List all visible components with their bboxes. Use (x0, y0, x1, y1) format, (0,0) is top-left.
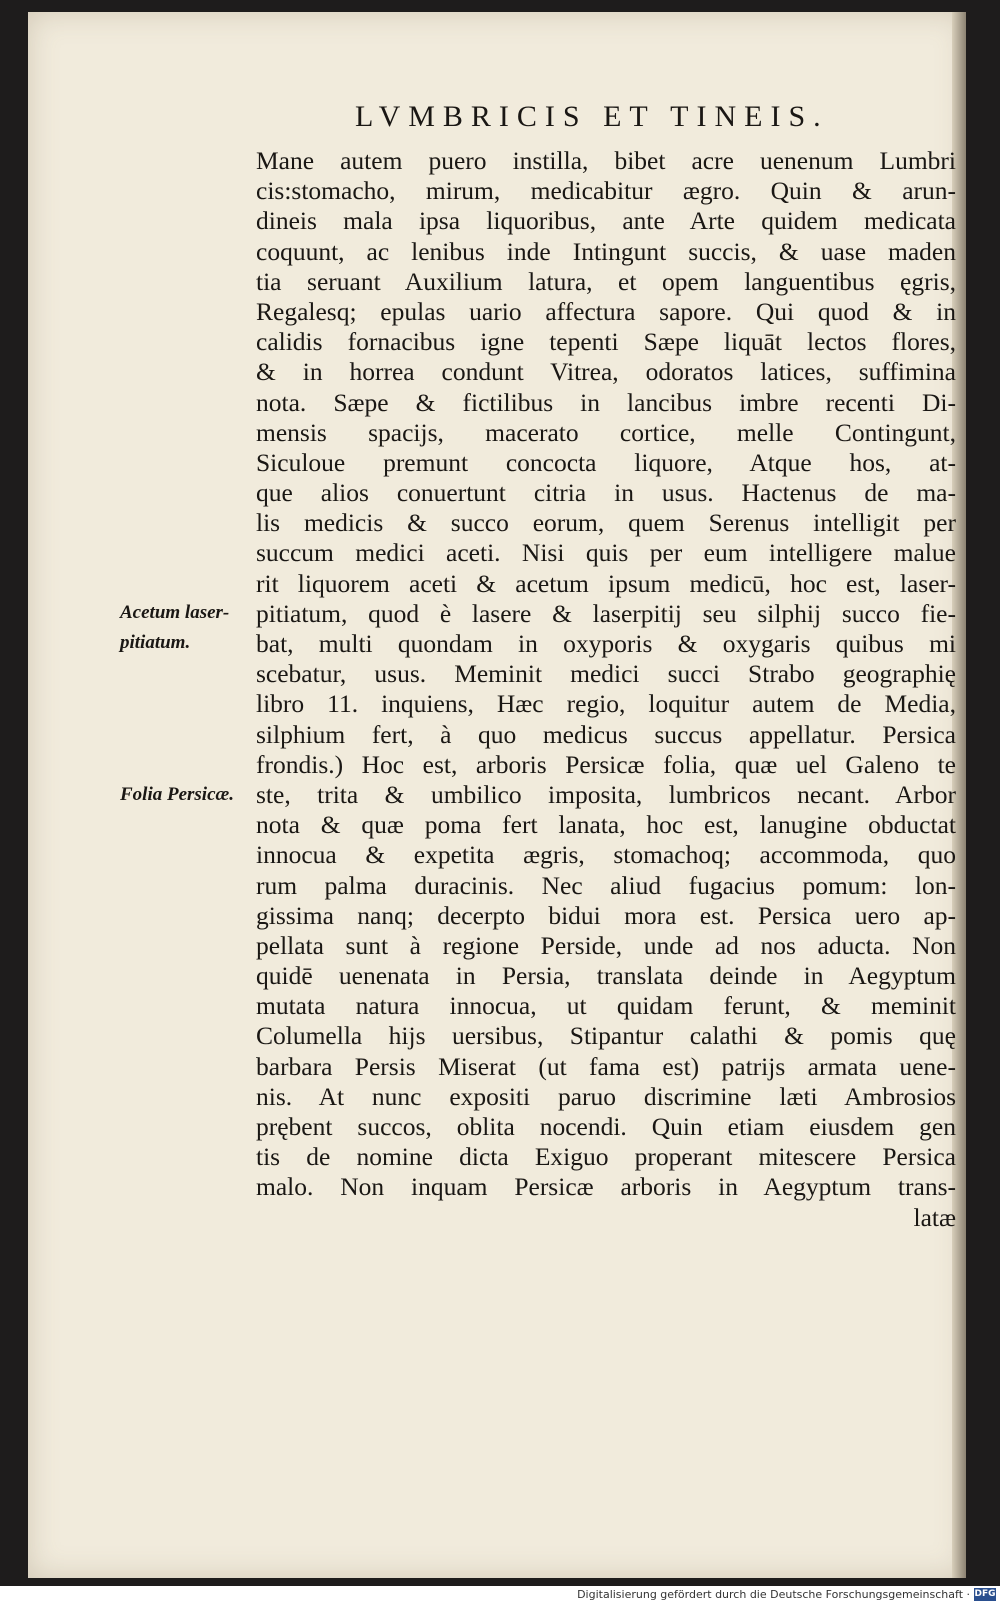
text-line: Siculoue premunt concocta liquore, Atque hos, at- (256, 447, 956, 477)
text-line: nota & quæ poma fert lanata, hoc est, lanugine obductat (256, 810, 956, 840)
text-line: succum medici aceti. Nisi quis per eum intelligere malue (256, 538, 956, 568)
text-line: tis de nomine dicta Exiguo properant mitescere Persica (256, 1142, 956, 1172)
text-line: & in horrea condunt Vitrea, odoratos latices, suffimina (256, 357, 956, 387)
footer-bar (0, 1586, 1000, 1604)
text-line: prębent succos, oblita nocendi. Quin etiam eiusdem gen (256, 1112, 956, 1141)
text-line: rum palma duracinis. Nec aliud fugacius pomum: lon- (256, 870, 956, 900)
text-line: pellata sunt à regione Perside, unde ad nos aducta. Non (256, 930, 956, 960)
dfg-logo-icon: DFG (974, 1589, 996, 1599)
text-line: dineis mala ipsa liquoribus, ante Arte quidem medicata (256, 206, 956, 236)
body-text (256, 146, 956, 1233)
text-line: lis medicis & succo eorum, quem Serenus intelligit per (256, 508, 956, 538)
text-line: nis. At nunc expositi paruo discrimine læti Ambrosios (256, 1081, 956, 1111)
text-line: bat, multi quondam in oxyporis & oxygaris quibus mi (256, 629, 956, 658)
text-line: scebatur, usus. Meminit medici succi Strabo geographię (256, 659, 956, 689)
running-head: LVMBRICIS ET TINEIS. (355, 100, 829, 133)
text-line: barbara Persis Miserat (ut fama est) patrijs armata uene- (256, 1051, 956, 1081)
margin-note-line: pitiatum. (120, 632, 191, 653)
text-line: que alios conuertunt citria in usus. Hactenus de ma- (256, 478, 956, 508)
text-line: pitiatum, quod è lasere & laserpitij seu silphij succo fie- (256, 598, 956, 628)
footer-credit: Digitalisierung gefördert durch die Deutsche Forschungsgemeinschaft · (577, 1588, 970, 1601)
text-line: cis:stomacho, mirum, medicabitur ægro. Quin & arun- (256, 176, 956, 206)
text-line: mutata natura innocua, ut quidam ferunt, & meminit (256, 991, 956, 1021)
text-line: libro 11. inquiens, Hæc regio, loquitur autem de Media, (256, 689, 956, 719)
text-line: Regalesq; epulas uario affectura sapore. Qui quod & in (256, 296, 956, 326)
text-line: mensis spacijs, macerato cortice, melle Contingunt, (256, 417, 956, 447)
text-line: frondis.) Hoc est, arboris Persicæ folia, quæ uel Galeno te (256, 749, 956, 779)
text-line: silphium fert, à quo medicus succus appellatur. Persica (256, 719, 956, 749)
text-line: coquunt, ac lenibus inde Intingunt succis, & uase maden (256, 236, 956, 266)
text-line: tia seruant Auxilium latura, et opem languentibus ęgris, (256, 266, 956, 296)
text-line: rit liquorem aceti & acetum ipsum medicū, hoc est, laser- (256, 568, 956, 598)
margin-note-line: Acetum laser- (120, 602, 230, 623)
margin-note-line: Folia Persicæ. (120, 784, 234, 805)
text-line: calidis fornacibus igne tepenti Sæpe liquāt lectos flores, (256, 327, 956, 357)
margin-note-folia (120, 780, 280, 810)
text-line: nota. Sæpe & fictilibus in lancibus imbre recenti Di- (256, 387, 956, 417)
text-line: ste, trita & umbilico imposita, lumbricos necant. Arbor (256, 779, 956, 809)
text-line: malo. Non inquam Persicæ arboris in Aegyptum trans- (256, 1172, 956, 1202)
text-line: gissima nanq; decerpto bidui mora est. Persica uero ap- (256, 900, 956, 930)
text-line: innocua & expetita ægris, stomachoq; accommoda, quo (256, 840, 956, 870)
catchword: latæ (913, 1202, 956, 1232)
margin-note-acetum (120, 598, 280, 658)
text-line: Mane autem puero instilla, bibet acre uenenum Lumbri (256, 146, 956, 175)
text-line: Columella hijs uersibus, Stipantur calathi & pomis quę (256, 1021, 956, 1051)
text-line: quidē uenenata in Persia, translata deinde in Aegyptum (256, 961, 956, 991)
